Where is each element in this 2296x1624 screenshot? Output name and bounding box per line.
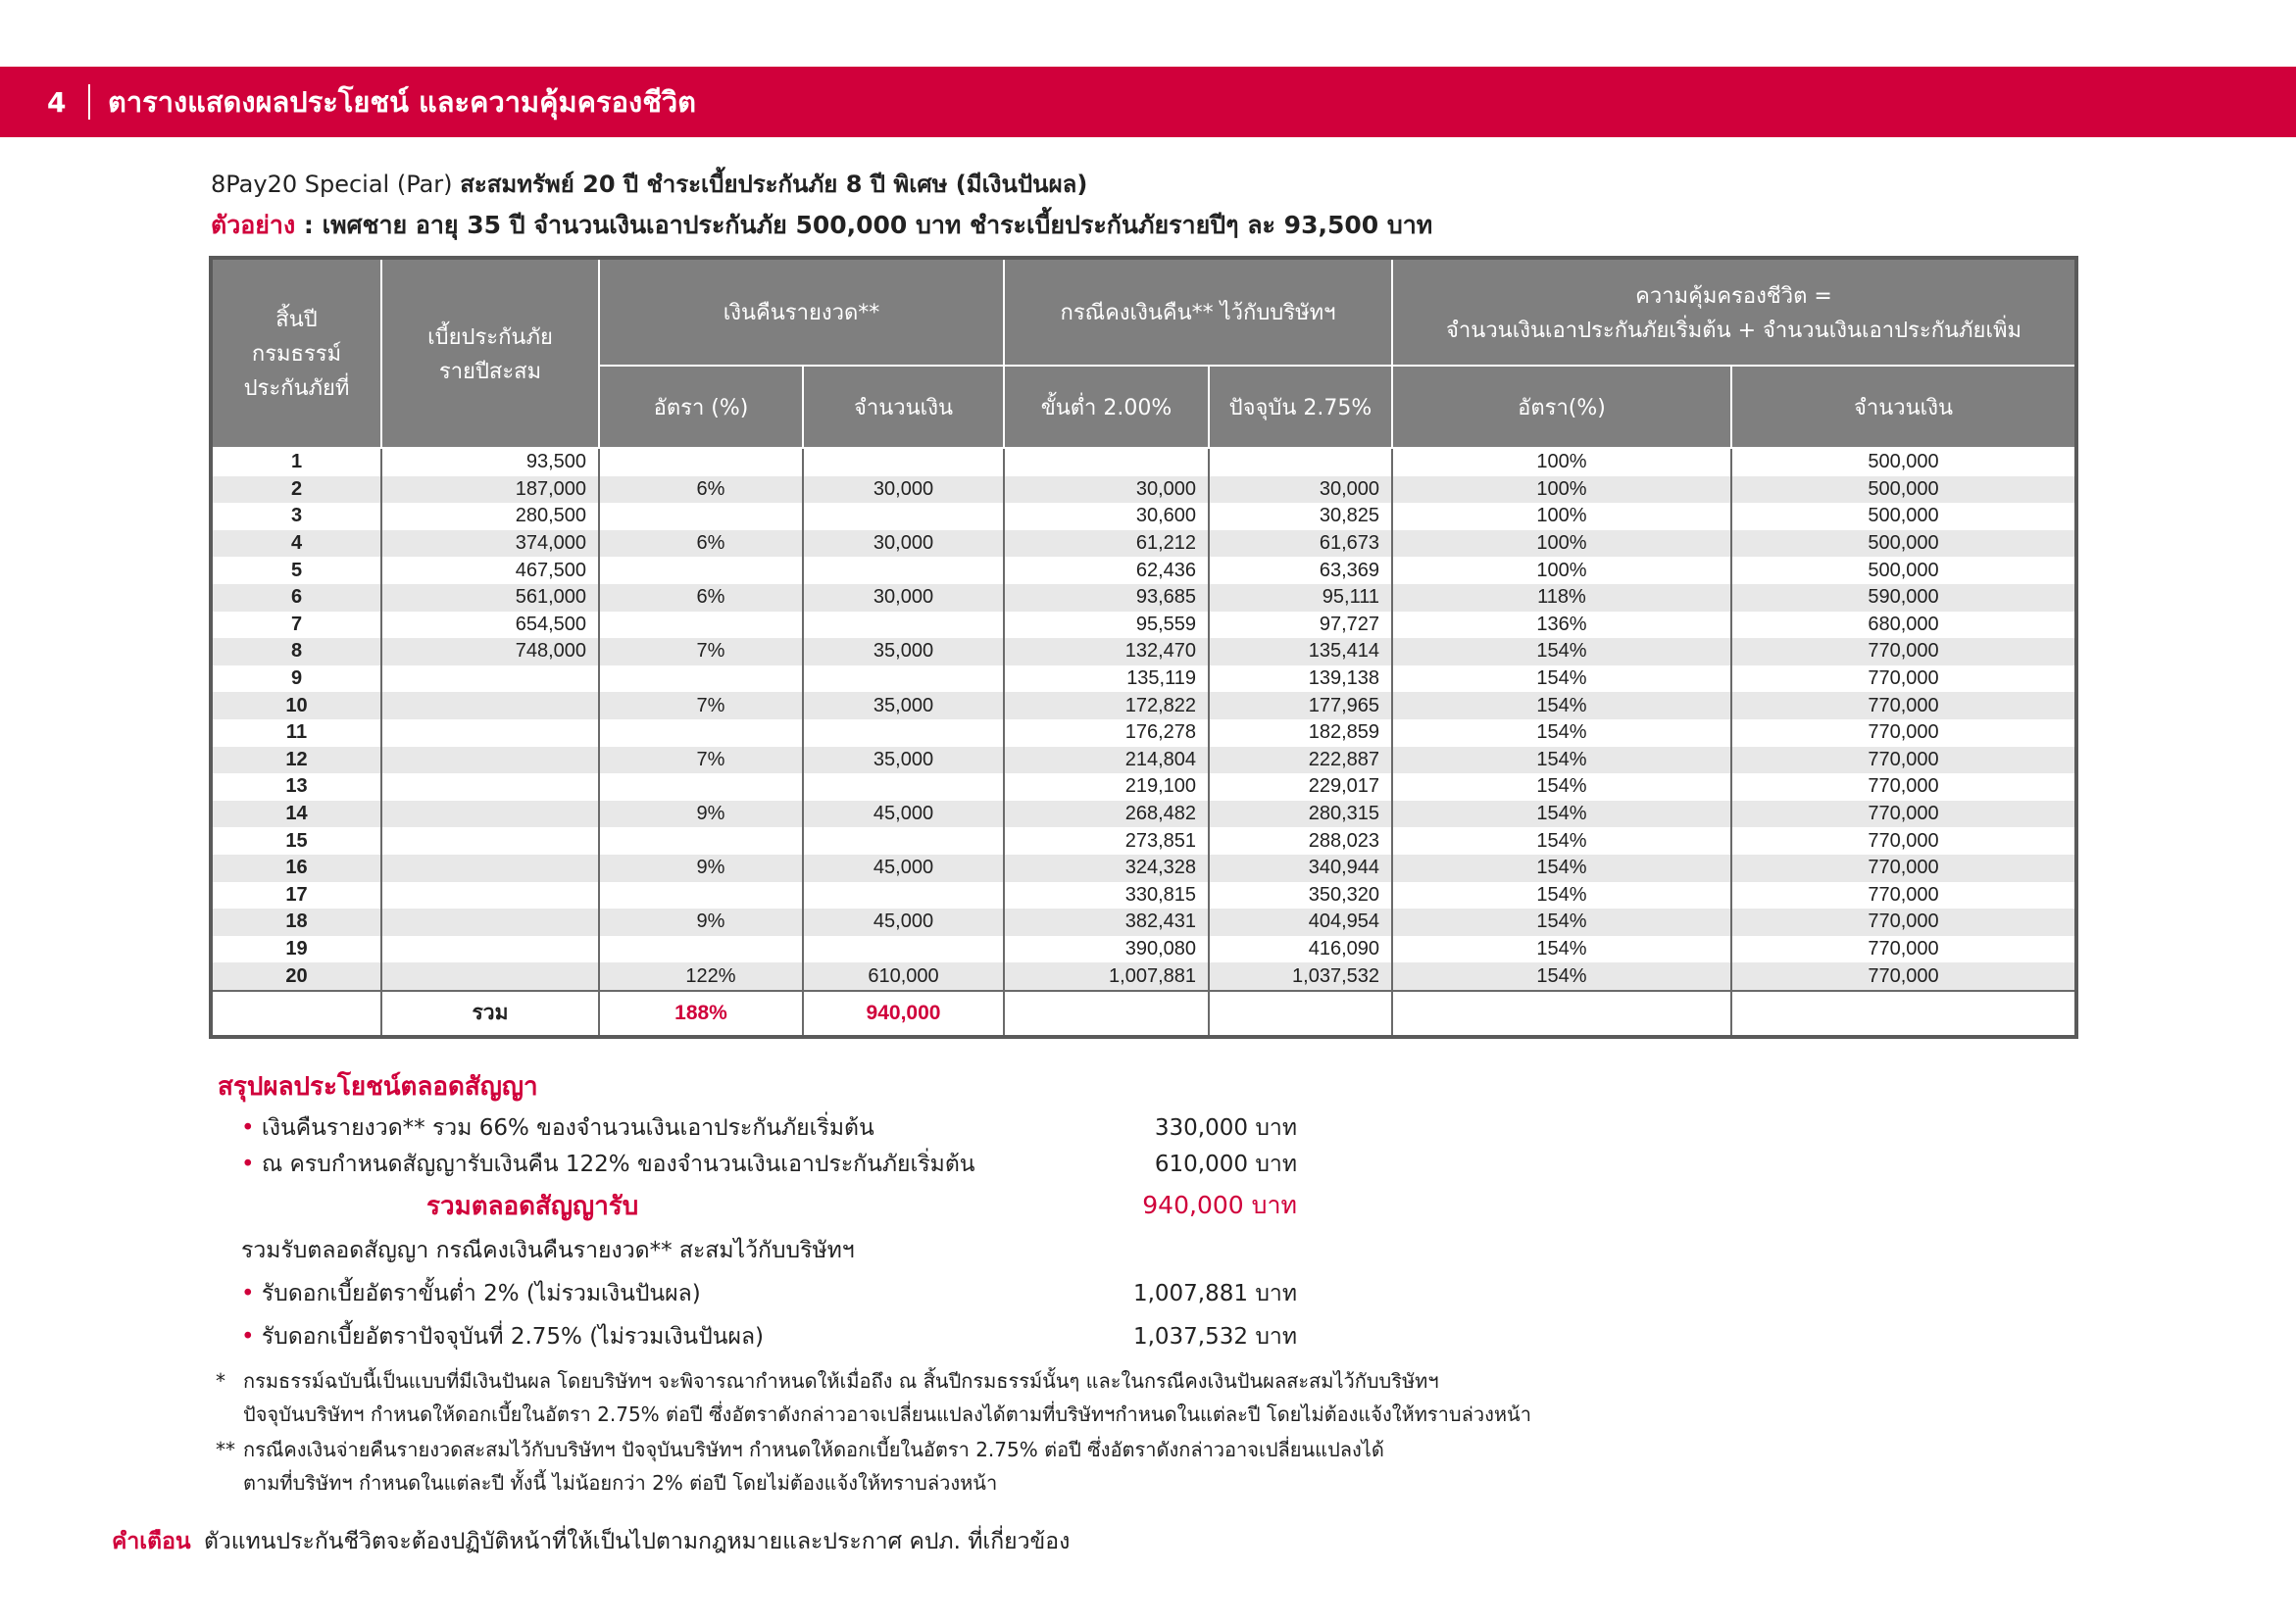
cell-amount: [803, 503, 1004, 530]
summary-title: สรุปผลประโยชน์ตลอดสัญญา: [218, 1072, 538, 1102]
footnote-1-mark: *: [216, 1369, 225, 1393]
cell-amount: 35,000: [803, 747, 1004, 774]
cell-year: 4: [211, 530, 381, 558]
cell-year: 5: [211, 557, 381, 584]
cell-rate: 9%: [599, 855, 803, 882]
table-body: [211, 448, 2076, 991]
header-accum: กรณีคงเงินคืน** ไว้กับบริษัทฯ: [1004, 258, 1392, 366]
cell-min: 382,431: [1004, 909, 1209, 936]
cell-premium: [381, 801, 599, 828]
cell-rate: 7%: [599, 638, 803, 665]
product-line: [211, 165, 1087, 203]
cell-rate: 9%: [599, 909, 803, 936]
cell-current: 61,673: [1209, 530, 1392, 558]
cell-current: 30,825: [1209, 503, 1392, 530]
header-coverage-line2: จำนวนเงินเอาประกันภัยเริ่มต้น + จำนวนเงินเอาประกันภัยเพิ่ม: [1446, 318, 2021, 343]
cell-premium: [381, 909, 599, 936]
header-min: ขั้นต่ำ 2.00%: [1004, 366, 1209, 448]
cell-amount: 30,000: [803, 584, 1004, 612]
footnote-2-line1: กรณีคงเงินจ่ายคืนรายงวดสะสมไว้กับบริษัทฯ ปัจจุบันบริษัทฯ กำหนดให้ดอกเบี้ยในอัตรา 2.75% ต่อปี ซึ่งอัตราดังกล่าวอาจเปลี่ยนแปลงได้: [243, 1438, 1384, 1461]
cell-min: 172,822: [1004, 692, 1209, 719]
cell-rate: 122%: [599, 962, 803, 991]
header-divider: [88, 84, 90, 120]
cell-cov-amount: 770,000: [1731, 936, 2076, 963]
cell-min: 1,007,881: [1004, 962, 1209, 991]
total-empty: [211, 991, 381, 1037]
cell-cov-rate: 154%: [1392, 747, 1731, 774]
cell-cov-amount: 770,000: [1731, 719, 2076, 747]
footnote-2-mark: **: [216, 1438, 235, 1461]
header-cashback: เงินคืนรายงวด**: [599, 258, 1004, 366]
total-empty: [1004, 991, 1209, 1037]
cell-current: 97,727: [1209, 612, 1392, 639]
footnote-2: [216, 1433, 1384, 1500]
cell-current: 1,037,532: [1209, 962, 1392, 991]
cell-year: 2: [211, 476, 381, 504]
cell-amount: 610,000: [803, 962, 1004, 991]
cell-cov-amount: 770,000: [1731, 882, 2076, 910]
cell-premium: [381, 665, 599, 693]
cell-amount: [803, 882, 1004, 910]
cell-premium: 561,000: [381, 584, 599, 612]
total-empty: [1731, 991, 2076, 1037]
cell-cov-amount: 770,000: [1731, 665, 2076, 693]
cell-cov-rate: 154%: [1392, 962, 1731, 991]
header-cov-rate: อัตรา(%): [1392, 366, 1731, 448]
cell-premium: 654,500: [381, 612, 599, 639]
cell-rate: 9%: [599, 801, 803, 828]
cell-current: 350,320: [1209, 882, 1392, 910]
table-row: [211, 448, 2076, 476]
cell-cov-rate: 100%: [1392, 503, 1731, 530]
bullet: •: [241, 1115, 255, 1141]
cell-amount: 45,000: [803, 855, 1004, 882]
cell-cov-amount: 770,000: [1731, 773, 2076, 801]
summary-accum-title: รวมรับตลอดสัญญา กรณีคงเงินคืนรายงวด** สะสมไว้กับบริษัทฯ: [241, 1238, 855, 1263]
table-row: [211, 584, 2076, 612]
warning-line: [112, 1524, 1070, 1559]
product-description: สะสมทรัพย์ 20 ปี ชำระเบี้ยประกันภัย 8 ปี พิเศษ (มีเงินปันผล): [460, 171, 1088, 198]
cell-current: 416,090: [1209, 936, 1392, 963]
cell-cov-amount: 500,000: [1731, 503, 2076, 530]
cell-cov-amount: 770,000: [1731, 801, 2076, 828]
cell-rate: [599, 612, 803, 639]
cell-amount: [803, 557, 1004, 584]
table-row: [211, 557, 2076, 584]
cell-min: 132,470: [1004, 638, 1209, 665]
cell-cov-amount: 770,000: [1731, 827, 2076, 855]
cell-year: 14: [211, 801, 381, 828]
cell-year: 7: [211, 612, 381, 639]
cell-premium: 93,500: [381, 448, 599, 476]
cell-amount: [803, 612, 1004, 639]
cell-cov-amount: 500,000: [1731, 557, 2076, 584]
warning-text: ตัวแทนประกันชีวิตจะต้องปฏิบัติหน้าที่ให้เป็นไปตามกฎหมายและประกาศ คปภ. ที่เกี่ยวข้อง: [203, 1529, 1071, 1554]
table-row: [211, 747, 2076, 774]
cell-amount: [803, 719, 1004, 747]
summary-total-amount: 940,000 บาท: [1142, 1191, 1297, 1219]
table-row: [211, 612, 2076, 639]
cell-min: 95,559: [1004, 612, 1209, 639]
cell-current: [1209, 448, 1392, 476]
footnote-2-line2: ตามที่บริษัทฯ กำหนดในแต่ละปี ทั้งนี้ ไม่น้อยกว่า 2% ต่อปี โดยไม่ต้องแจ้งให้ทราบล่วงหน้า: [243, 1471, 998, 1495]
table-row: [211, 909, 2076, 936]
cell-min: 135,119: [1004, 665, 1209, 693]
cell-current: 288,023: [1209, 827, 1392, 855]
cell-year: 3: [211, 503, 381, 530]
cell-current: 340,944: [1209, 855, 1392, 882]
cell-year: 15: [211, 827, 381, 855]
example-label: ตัวอย่าง: [211, 211, 296, 239]
cell-cov-rate: 100%: [1392, 476, 1731, 504]
bullet: •: [241, 1152, 255, 1177]
summary-item-1-amount: 330,000 บาท: [1154, 1115, 1297, 1141]
cell-cov-rate: 154%: [1392, 773, 1731, 801]
header-premium: เบี้ยประกันภัย รายปีสะสม: [381, 258, 599, 448]
cell-min: 61,212: [1004, 530, 1209, 558]
cell-current: 229,017: [1209, 773, 1392, 801]
footnote-1-line1: กรมธรรม์ฉบับนี้เป็นแบบที่มีเงินปันผล โดยบริษัทฯ จะพิจารณากำหนดให้เมื่อถึง ณ สิ้นปีกรมธรรม์นั้นๆ และในกรณีคงเงินปันผลสะสมไว้กับบริษัทฯ: [243, 1369, 1439, 1393]
cell-amount: [803, 448, 1004, 476]
cell-min: 330,815: [1004, 882, 1209, 910]
cell-cov-rate: 136%: [1392, 612, 1731, 639]
table-row: [211, 801, 2076, 828]
total-row: [211, 991, 2076, 1037]
table-row: [211, 530, 2076, 558]
cell-year: 8: [211, 638, 381, 665]
cell-cov-amount: 770,000: [1731, 909, 2076, 936]
summary-item-2: [241, 1147, 975, 1182]
cell-cov-amount: 500,000: [1731, 530, 2076, 558]
table-row: [211, 882, 2076, 910]
example-text: : เพศชาย อายุ 35 ปี จำนวนเงินเอาประกันภัย 500,000 บาท ชำระเบี้ยประกันภัยรายปีๆ ละ 93,500 บาท: [295, 211, 1433, 239]
cell-cov-rate: 154%: [1392, 692, 1731, 719]
table-row: [211, 503, 2076, 530]
cell-year: 16: [211, 855, 381, 882]
header-current: ปัจจุบัน 2.75%: [1209, 366, 1392, 448]
cell-rate: [599, 557, 803, 584]
table-row: [211, 827, 2076, 855]
cell-current: 280,315: [1209, 801, 1392, 828]
cell-min: 93,685: [1004, 584, 1209, 612]
cell-current: 222,887: [1209, 747, 1392, 774]
cell-rate: [599, 882, 803, 910]
table-row: [211, 638, 2076, 665]
cell-current: 177,965: [1209, 692, 1392, 719]
cell-year: 19: [211, 936, 381, 963]
header-cov-amount: จำนวนเงิน: [1731, 366, 2076, 448]
cell-year: 9: [211, 665, 381, 693]
total-amount: 940,000: [803, 991, 1004, 1037]
product-name: 8Pay20 Special (Par): [211, 171, 453, 198]
cell-premium: 374,000: [381, 530, 599, 558]
total-rate: 188%: [599, 991, 803, 1037]
footnote-1-line2: ปัจจุบันบริษัทฯ กำหนดให้ดอกเบี้ยในอัตรา 2.75% ต่อปี ซึ่งอัตราดังกล่าวอาจเปลี่ยนแปลงได้ตามที่บริษัทฯกำหนดในแต่ละปี โดยไม่ต้องแจ้งให้ทราบล่วงหน้า: [243, 1403, 1531, 1426]
table-row: [211, 476, 2076, 504]
cell-premium: [381, 882, 599, 910]
cell-cov-amount: 770,000: [1731, 747, 2076, 774]
cell-year: 1: [211, 448, 381, 476]
cell-min: 62,436: [1004, 557, 1209, 584]
cell-min: 390,080: [1004, 936, 1209, 963]
cell-rate: [599, 448, 803, 476]
cell-cov-rate: 100%: [1392, 448, 1731, 476]
table-row: [211, 773, 2076, 801]
cell-rate: [599, 827, 803, 855]
header-rate: อัตรา (%): [599, 366, 803, 448]
cell-cov-rate: 154%: [1392, 665, 1731, 693]
cell-amount: [803, 827, 1004, 855]
cell-current: 95,111: [1209, 584, 1392, 612]
cell-min: 214,804: [1004, 747, 1209, 774]
bullet: •: [241, 1281, 255, 1306]
cell-cov-amount: 770,000: [1731, 638, 2076, 665]
cell-premium: [381, 855, 599, 882]
cell-min: 176,278: [1004, 719, 1209, 747]
cell-cov-rate: 154%: [1392, 855, 1731, 882]
cell-cov-rate: 100%: [1392, 530, 1731, 558]
cell-rate: [599, 503, 803, 530]
cell-rate: 6%: [599, 584, 803, 612]
cell-cov-rate: 154%: [1392, 882, 1731, 910]
cell-rate: 7%: [599, 747, 803, 774]
cell-premium: 748,000: [381, 638, 599, 665]
cell-current: 135,414: [1209, 638, 1392, 665]
header-year: สิ้นปี กรมธรรม์ ประกันภัยที่: [211, 258, 381, 448]
cell-current: 30,000: [1209, 476, 1392, 504]
example-line: [211, 206, 1432, 245]
cell-year: 6: [211, 584, 381, 612]
cell-year: 12: [211, 747, 381, 774]
bullet: •: [241, 1324, 255, 1350]
warning-label: คำเตือน: [112, 1529, 191, 1554]
cell-amount: [803, 665, 1004, 693]
cell-premium: [381, 936, 599, 963]
cell-amount: 45,000: [803, 909, 1004, 936]
total-empty: [1392, 991, 1731, 1037]
cell-cov-amount: 500,000: [1731, 476, 2076, 504]
cell-rate: [599, 719, 803, 747]
cell-amount: [803, 936, 1004, 963]
cell-amount: 35,000: [803, 692, 1004, 719]
summary-item-2-amount: 610,000 บาท: [1154, 1152, 1297, 1177]
cell-premium: [381, 747, 599, 774]
table-row: [211, 692, 2076, 719]
cell-cov-amount: 770,000: [1731, 855, 2076, 882]
cell-cov-rate: 118%: [1392, 584, 1731, 612]
benefit-table: [209, 256, 2078, 1039]
cell-cov-rate: 154%: [1392, 827, 1731, 855]
cell-current: 182,859: [1209, 719, 1392, 747]
cell-rate: 7%: [599, 692, 803, 719]
page-number: 4: [47, 85, 67, 119]
footnote-1: [216, 1364, 1531, 1431]
cell-rate: [599, 773, 803, 801]
page-header-banner: [0, 67, 2296, 137]
cell-current: 63,369: [1209, 557, 1392, 584]
cell-amount: 30,000: [803, 476, 1004, 504]
header-coverage-line1: ความคุ้มครองชีวิต =: [1635, 283, 1832, 309]
cell-cov-rate: 154%: [1392, 638, 1731, 665]
cell-min: 30,000: [1004, 476, 1209, 504]
cell-cov-rate: 154%: [1392, 936, 1731, 963]
total-empty: [1209, 991, 1392, 1037]
cell-rate: 6%: [599, 476, 803, 504]
cell-min: 30,600: [1004, 503, 1209, 530]
cell-min: 268,482: [1004, 801, 1209, 828]
cell-cov-rate: 154%: [1392, 909, 1731, 936]
table-row: [211, 855, 2076, 882]
summary-item-3-text: รับดอกเบี้ยอัตราขั้นต่ำ 2% (ไม่รวมเงินปันผล): [261, 1281, 701, 1306]
cell-year: 10: [211, 692, 381, 719]
summary-item-2-text: ณ ครบกำหนดสัญญารับเงินคืน 122% ของจำนวนเงินเอาประกันภัยเริ่มต้น: [261, 1152, 975, 1177]
cell-min: 273,851: [1004, 827, 1209, 855]
summary-item-4-text: รับดอกเบี้ยอัตราปัจจุบันที่ 2.75% (ไม่รวมเงินปันผล): [261, 1324, 765, 1350]
cell-amount: 30,000: [803, 530, 1004, 558]
cell-amount: 45,000: [803, 801, 1004, 828]
cell-cov-rate: 100%: [1392, 557, 1731, 584]
cell-min: 219,100: [1004, 773, 1209, 801]
table-row: [211, 962, 2076, 991]
cell-premium: 280,500: [381, 503, 599, 530]
cell-premium: [381, 719, 599, 747]
table-row: [211, 719, 2076, 747]
cell-year: 18: [211, 909, 381, 936]
cell-premium: [381, 773, 599, 801]
table-row: [211, 665, 2076, 693]
summary-item-3: [241, 1276, 701, 1311]
cell-current: 139,138: [1209, 665, 1392, 693]
cell-year: 13: [211, 773, 381, 801]
cell-year: 20: [211, 962, 381, 991]
cell-cov-amount: 770,000: [1731, 962, 2076, 991]
summary-total-label: รวมตลอดสัญญารับ: [426, 1192, 639, 1221]
header-coverage: [1392, 258, 2076, 366]
table-row: [211, 936, 2076, 963]
cell-cov-rate: 154%: [1392, 719, 1731, 747]
header-amount: จำนวนเงิน: [803, 366, 1004, 448]
cell-rate: 6%: [599, 530, 803, 558]
cell-year: 17: [211, 882, 381, 910]
cell-min: [1004, 448, 1209, 476]
cell-rate: [599, 665, 803, 693]
cell-cov-amount: 770,000: [1731, 692, 2076, 719]
cell-premium: 187,000: [381, 476, 599, 504]
cell-current: 404,954: [1209, 909, 1392, 936]
cell-amount: 35,000: [803, 638, 1004, 665]
cell-rate: [599, 936, 803, 963]
summary-item-3-amount: 1,007,881 บาท: [1132, 1281, 1297, 1306]
summary-item-1: [241, 1110, 874, 1146]
cell-premium: [381, 827, 599, 855]
cell-cov-amount: 680,000: [1731, 612, 2076, 639]
cell-cov-amount: 590,000: [1731, 584, 2076, 612]
cell-cov-rate: 154%: [1392, 801, 1731, 828]
total-label: รวม: [381, 991, 599, 1037]
cell-premium: 467,500: [381, 557, 599, 584]
summary-item-4-amount: 1,037,532 บาท: [1132, 1324, 1297, 1350]
cell-min: 324,328: [1004, 855, 1209, 882]
page-title: ตารางแสดงผลประโยชน์ และความคุ้มครองชีวิต: [108, 85, 697, 119]
cell-amount: [803, 773, 1004, 801]
cell-premium: [381, 962, 599, 991]
summary-item-1-text: เงินคืนรายงวด** รวม 66% ของจำนวนเงินเอาประกันภัยเริ่มต้น: [261, 1115, 874, 1141]
summary-item-4: [241, 1319, 764, 1354]
cell-cov-amount: 500,000: [1731, 448, 2076, 476]
cell-premium: [381, 692, 599, 719]
cell-year: 11: [211, 719, 381, 747]
